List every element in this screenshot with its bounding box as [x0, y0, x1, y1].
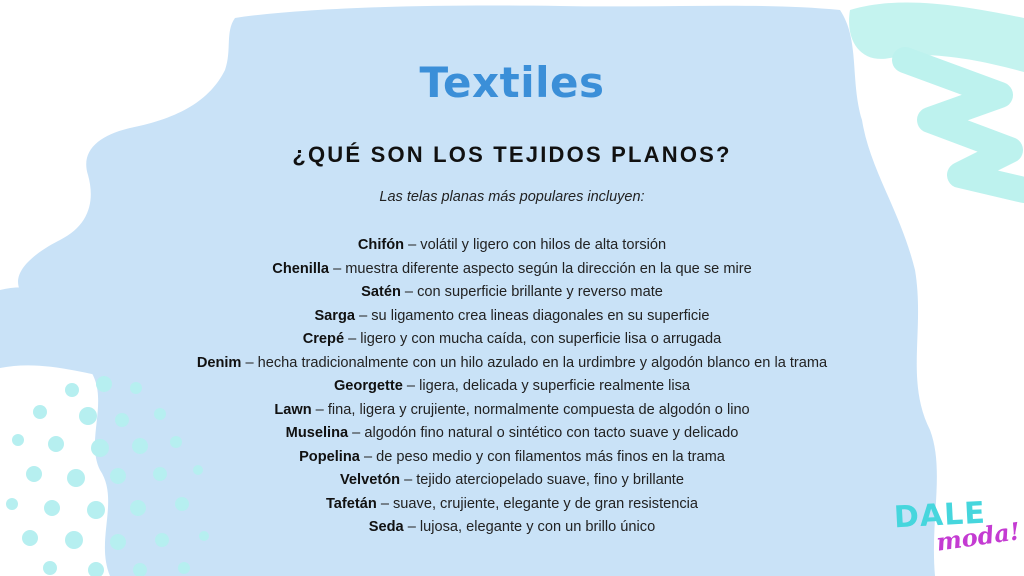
fabric-name: Chenilla	[272, 260, 330, 277]
list-item	[0, 353, 1024, 377]
logo-word-dale: DALE	[893, 495, 987, 536]
fabric-name: Tafetán	[325, 495, 377, 512]
fabric-name: Sarga	[314, 307, 356, 324]
fabric-name: Seda	[368, 519, 404, 535]
list-item	[0, 376, 1024, 400]
intro-text: Las telas planas más populares incluyen:	[379, 189, 645, 205]
fabric-name: Muselina	[285, 425, 349, 441]
fabric-description: – tejido aterciopelado suave, fino y brillante	[400, 472, 684, 488]
list-item	[0, 494, 1024, 518]
fabric-name: Satén	[361, 284, 401, 300]
list-item	[0, 447, 1024, 471]
list-item	[0, 329, 1024, 353]
fabric-description: – con superficie brillante y reverso mate	[400, 284, 663, 300]
fabric-description: – hecha tradicionalmente con un hilo azulado en la urdimbre y algodón blanco en la trama	[241, 354, 828, 371]
list-item	[0, 470, 1024, 494]
logo-word-moda: moda!	[934, 516, 1022, 557]
page-title: Textiles	[419, 58, 605, 107]
list-item	[0, 423, 1024, 447]
fabric-description: – ligero y con mucha caída, con superficie lisa o arrugada	[344, 331, 722, 347]
fabric-name: Georgette	[333, 378, 403, 394]
fabric-name: Velvetón	[340, 472, 401, 488]
fabric-description: – de peso medio y con filamentos más finos en la trama	[359, 448, 725, 465]
section-heading: ¿QUÉ SON LOS TEJIDOS PLANOS?	[292, 142, 732, 167]
fabric-description: – ligera, delicada y superficie realmente lisa	[402, 378, 691, 394]
list-item	[0, 259, 1024, 283]
fabric-name: Crepé	[302, 331, 345, 347]
fabric-description: – suave, crujiente, elegante y de gran resistencia	[376, 495, 699, 512]
fabric-description: – su ligamento crea lineas diagonales en su superficie	[355, 307, 710, 324]
fabric-description: – algodón fino natural o sintético con tacto suave y delicado	[348, 425, 739, 441]
fabric-name: Popelina	[299, 448, 360, 465]
fabric-description: – muestra diferente aspecto según la dirección en la que se mire	[329, 260, 752, 277]
list-item	[0, 400, 1024, 424]
list-item	[0, 235, 1024, 259]
fabric-name: Denim	[196, 354, 242, 371]
fabric-list	[0, 235, 1024, 541]
list-item	[0, 306, 1024, 330]
fabric-description: – fina, ligera y crujiente, normalmente compuesta de algodón o lino	[311, 401, 750, 418]
list-item	[0, 517, 1024, 541]
list-item	[0, 282, 1024, 306]
fabric-name: Chifón	[357, 237, 405, 253]
fabric-description: – lujosa, elegante y con un brillo único	[403, 519, 656, 535]
brand-logo	[880, 492, 1020, 562]
fabric-name: Lawn	[274, 401, 312, 418]
fabric-description: – volátil y ligero con hilos de alta torsión	[404, 237, 667, 253]
